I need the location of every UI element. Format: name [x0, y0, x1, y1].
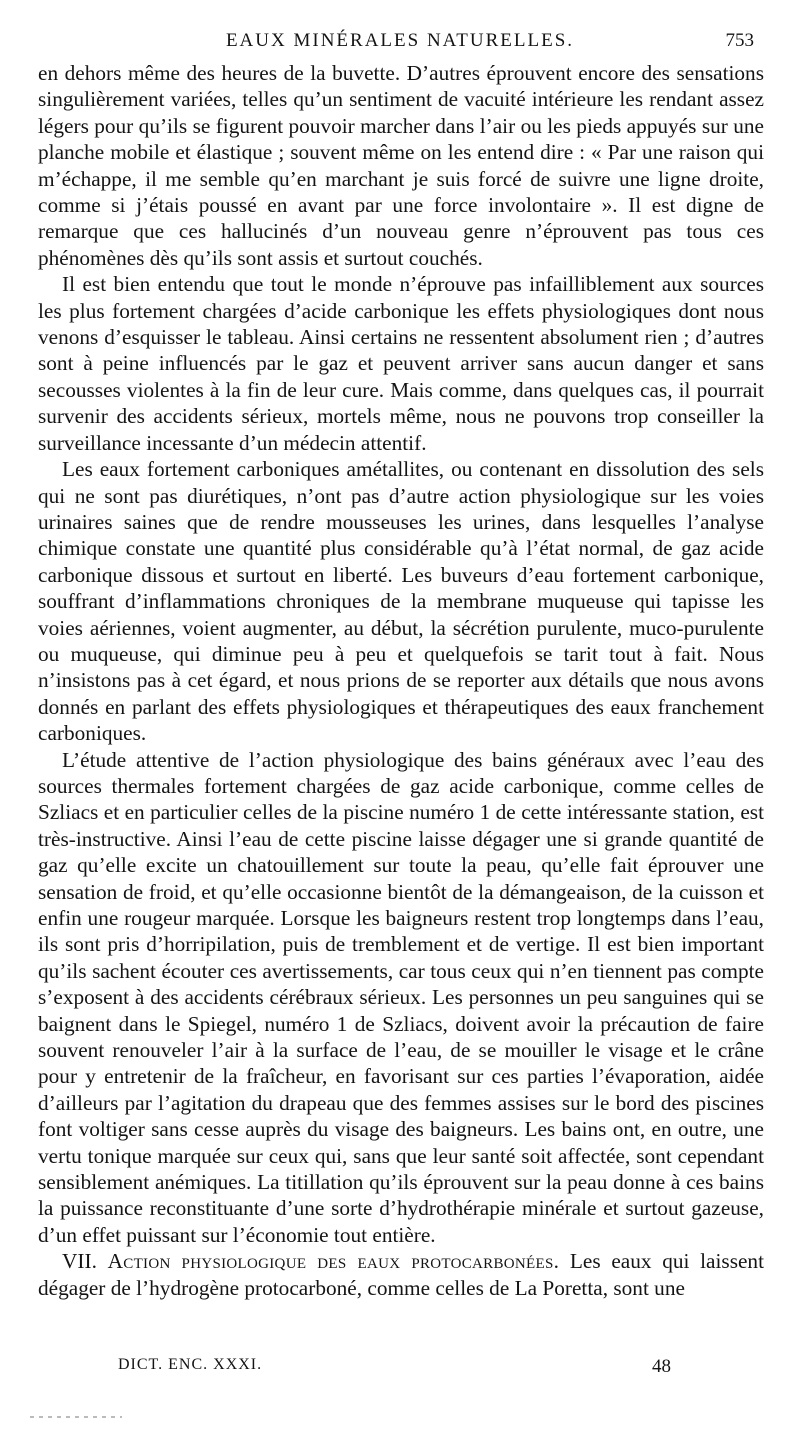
paragraph-urinary-effects: Les eaux fortement carboniques amétallites, ou contenant en dissolution des sels qui ne sont pas diurétiques, n’ont pas d’autre action physiologique sur les voies urinaires saines que de rendre mousseuses les urines, dans lesquelles l’analyse chimique constate une quantité plus considérable qu’à l’état normal, de gaz acide carbonique dissous et surtout en liberté. Les buveurs d’eau fortement carbonique, souffrant d’inflammations chroniques de la membrane muqueuse qui tapisse les voies aériennes, voient augmenter, au début, la sécrétion purulente, muco-purulente ou muqueuse, qui diminue peu à peu et quelquefois se tarit tout à fait. Nous n’insistons pas à cet égard, et nous prions de se reporter aux détails que nous avons donnés en parlant des effets physiologiques et thérapeutiques des eaux franchement carboniques. — [38, 457, 764, 746]
page-footer — [0, 1356, 800, 1386]
paragraph-thermal-baths: L’étude attentive de l’action physiologique des bains généraux avec l’eau des sources thermales fortement chargées de gaz acide carbonique, comme celles de Szliacs et en particulier celles de la piscine numéro 1 de cette intéressante station, est très-instructive. Ainsi l’eau de cette piscine laisse dégager une si grande quantité de gaz qu’elle excite un chatouillement sur toute la peau, qu’elle fait éprouver une sensation de froid, et qu’elle occasionne bientôt de la démangeaison, de la cuisson et enfin une rougeur marquée. Lorsque les baigneurs restent trop longtemps dans l’eau, ils sont pris d’horripilation, puis de tremblement et de vertige. Il est bien important qu’ils sachent écouter ces avertissements, car tous ceux qui n’en tiennent pas compte s’exposent à des accidents cérébraux sérieux. Les personnes un peu sanguines qui se baignent dans le Spiegel, numéro 1 de Szliacs, doivent avoir la précaution de faire souvent renouveler l’air à la surface de l’eau, de se mouiller le visage et le crâne pour y entretenir de la fraîcheur, en favorisant sur ces parties l’évaporation, aidée d’ailleurs par l’agitation du drapeau que des femmes assises sur le bord des piscines font voltiger sans cesse auprès du visage des baigneurs. Les bains ont, en outre, une vertu tonique marquée sur ceux qui, sans que leur santé soit affectée, sont cependant sensiblement anémiques. La titillation qu’ils éprouvent sur la peau donne à ces bains la puissance reconstituante d’une sorte d’hydrothérapie minérale et surtout gazeuse, d’un effet puissant sur l’économie tout entière. — [38, 747, 764, 1247]
signature-mark: DICT. ENC. XXXI. — [118, 1356, 263, 1373]
print-speck — [30, 1416, 122, 1418]
body-text — [38, 60, 764, 1301]
running-title: EAUX MINÉRALES NATURELLES. — [225, 30, 575, 51]
sheet-number: 48 — [652, 1356, 671, 1377]
page-number: 753 — [725, 30, 754, 51]
section-heading: Action physiologique des eaux protocarbonées. — [107, 1249, 560, 1274]
section-number: VII. — [62, 1249, 97, 1274]
running-head — [0, 30, 800, 58]
section-text: Les eaux qui laissent dégager de l’hydrogène protocarboné, comme celles de La Poretta, sont une — [38, 1249, 764, 1300]
section-vii — [38, 1248, 764, 1301]
paragraph-surveillance: Il est bien entendu que tout le monde n’éprouve pas infailliblement aux sources les plus fortement chargées d’acide carbonique les effets physiologiques dont nous venons d’esquisser le tableau. Ainsi certains ne ressentent absolument rien ; d’autres sont à peine influencés par le gaz et peuvent arriver sans aucun danger et sans secousses violentes à la fin de leur cure. Mais comme, dans quelques cas, il pourrait survenir des accidents sérieux, mortels même, nous ne pouvons trop conseiller la surveillance incessante d’un médecin attentif. — [38, 272, 764, 455]
paragraph-continuation: en dehors même des heures de la buvette. D’autres éprouvent encore des sensations singulièrement variées, telles qu’un sentiment de vacuité intérieure les rendant assez légers pour qu’ils se figurent pouvoir marcher dans l’air ou les pieds appuyés sur une planche mobile et élastique ; souvent même on les entend dire : « Par une raison qui m’échappe, il me semble qu’en marchant je suis forcé de suivre une ligne droite, comme si j’étais poussé en avant par une force involontaire ». Il est digne de remarque que ces hallucinés d’un nouveau genre n’éprouvent pas tous ces phénomènes dès qu’ils sont assis et surtout couchés. — [38, 61, 764, 270]
